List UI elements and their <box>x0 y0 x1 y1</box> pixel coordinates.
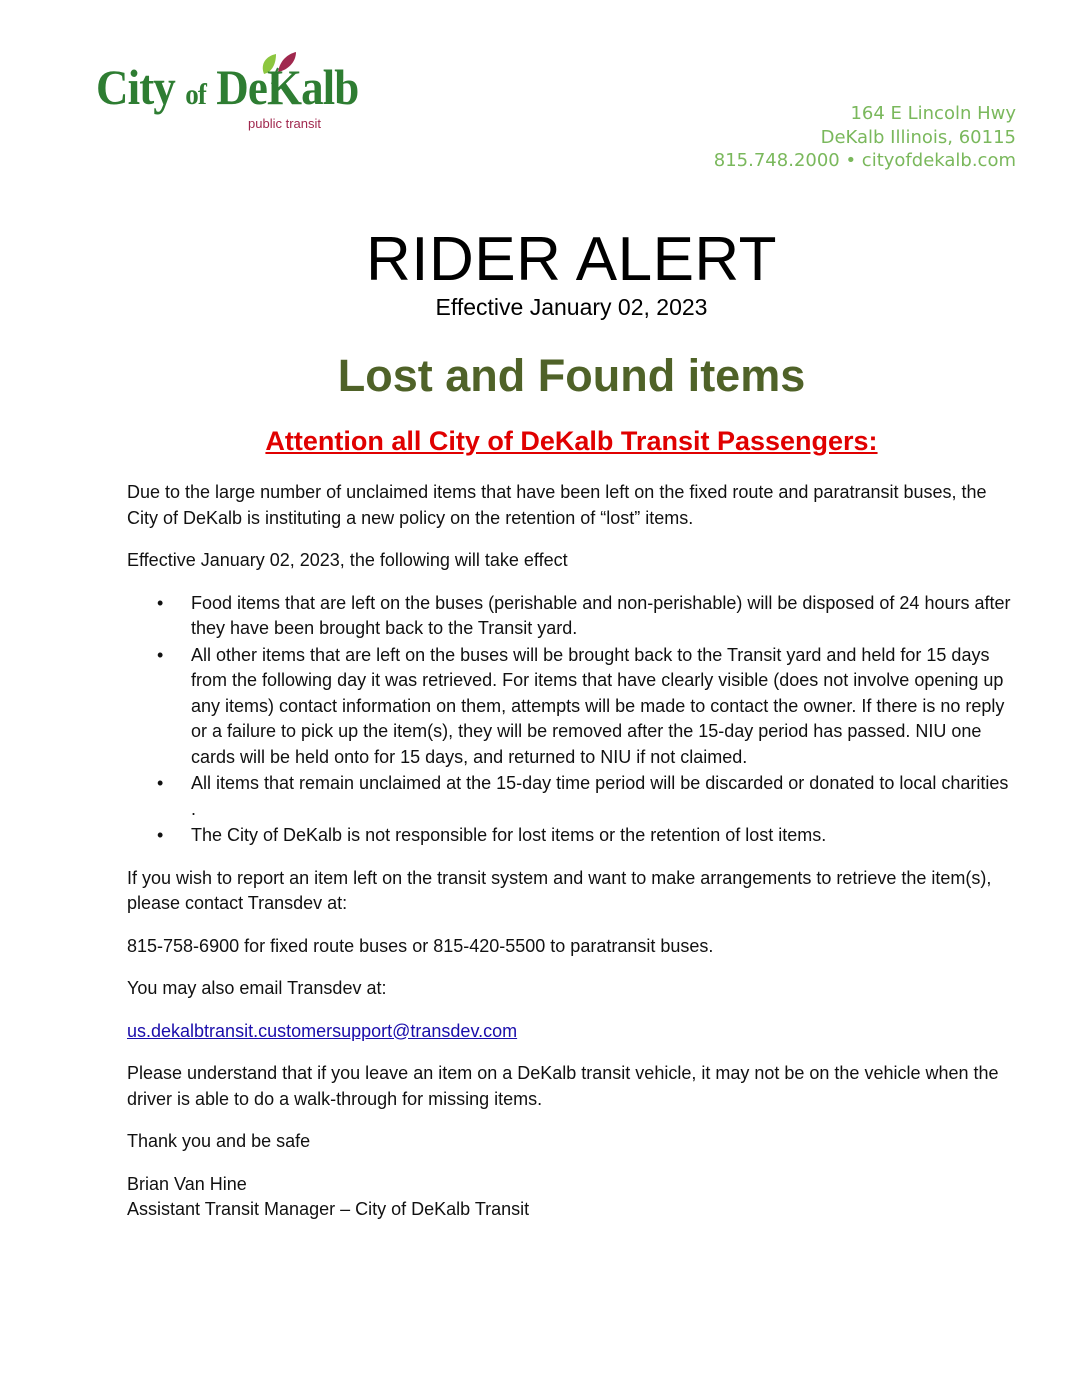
list-item-text: All items that remain unclaimed at the 15-day time period will be discarded or donated to local charities . <box>191 773 1009 819</box>
policy-list <box>127 591 1017 849</box>
thanks-paragraph: Thank you and be safe <box>127 1131 311 1151</box>
address-street: 164 E Lincoln Hwy <box>850 103 1016 124</box>
intro-paragraph: Due to the large number of unclaimed items that have been left on the fixed route and paratransit buses, the City of DeKalb is instituting a new policy on the retention of “lost” items. <box>127 482 987 528</box>
bullet-icon: • <box>157 644 164 665</box>
list-item <box>127 823 1017 849</box>
body-text <box>127 480 1017 1223</box>
list-item-text: The City of DeKalb is not responsible for lost items or the retention of lost items. <box>191 825 827 845</box>
logo-dekalb: DeKalb <box>216 59 359 115</box>
email-link[interactable]: us.dekalbtransit.customersupport@transdev.com <box>127 1020 518 1041</box>
attention-heading: Attention all City of DeKalb Transit Passengers: <box>265 426 878 456</box>
bullet-icon: • <box>157 773 164 793</box>
logo-wordmark <box>96 59 359 115</box>
address-city: DeKalb Illinois, 60115 <box>820 126 1016 148</box>
bullet-icon: • <box>157 592 164 613</box>
list-item <box>127 591 1017 642</box>
report-paragraph: If you wish to report an item left on the transit system and want to make arrangements to retrieve the item(s), please contact Transdev at: <box>127 867 992 913</box>
subject-heading: Lost and Found items <box>337 350 806 401</box>
address-block <box>714 102 1016 173</box>
logo-subtitle: public transit <box>248 116 321 131</box>
email-intro: You may also email Transdev at: <box>127 978 387 998</box>
understand-paragraph: Please understand that if you leave an item on a DeKalb transit vehicle, it may not be on the vehicle when the driver is able to do a walk-through for missing items. <box>127 1063 999 1109</box>
signature-block <box>127 1172 1017 1223</box>
phone-paragraph: 815-758-6900 for fixed route buses or 815-420-5500 to paratransit buses. <box>127 935 714 956</box>
logo-of: of <box>185 78 206 111</box>
logo-city: City <box>96 59 175 115</box>
address-contact: 815.748.2000 • cityofdekalb.com <box>713 150 1016 171</box>
list-item-text: All other items that are left on the buses will be brought back to the Transit yard and held for 15 days from the following day it was retrieved. For items that have clearly visible (does not involve opening up any items) contact information on them, attempts will be made to contact the owner. If there is no reply or a failure to pick up the item(s), they will be removed after the 15-day period has passed. NIU one cards will be held onto for 15 days, and returned to NIU if not claimed. <box>191 644 1005 767</box>
list-item <box>127 643 1017 771</box>
signer-title: Assistant Transit Manager – City of DeKalb Transit <box>127 1199 530 1219</box>
effective-date: Effective January 02, 2023 <box>435 294 708 320</box>
effective-paragraph: Effective January 02, 2023, the following will take effect <box>127 550 568 570</box>
city-logo <box>96 50 359 140</box>
page-title: RIDER ALERT <box>366 225 777 294</box>
list-item-text: Food items that are left on the buses (perishable and non-perishable) will be disposed of 24 hours after they have been brought back to the Transit yard. <box>191 592 1011 638</box>
list-item <box>127 771 1017 822</box>
bullet-icon: • <box>157 825 164 845</box>
signer-name: Brian Van Hine <box>127 1173 247 1194</box>
